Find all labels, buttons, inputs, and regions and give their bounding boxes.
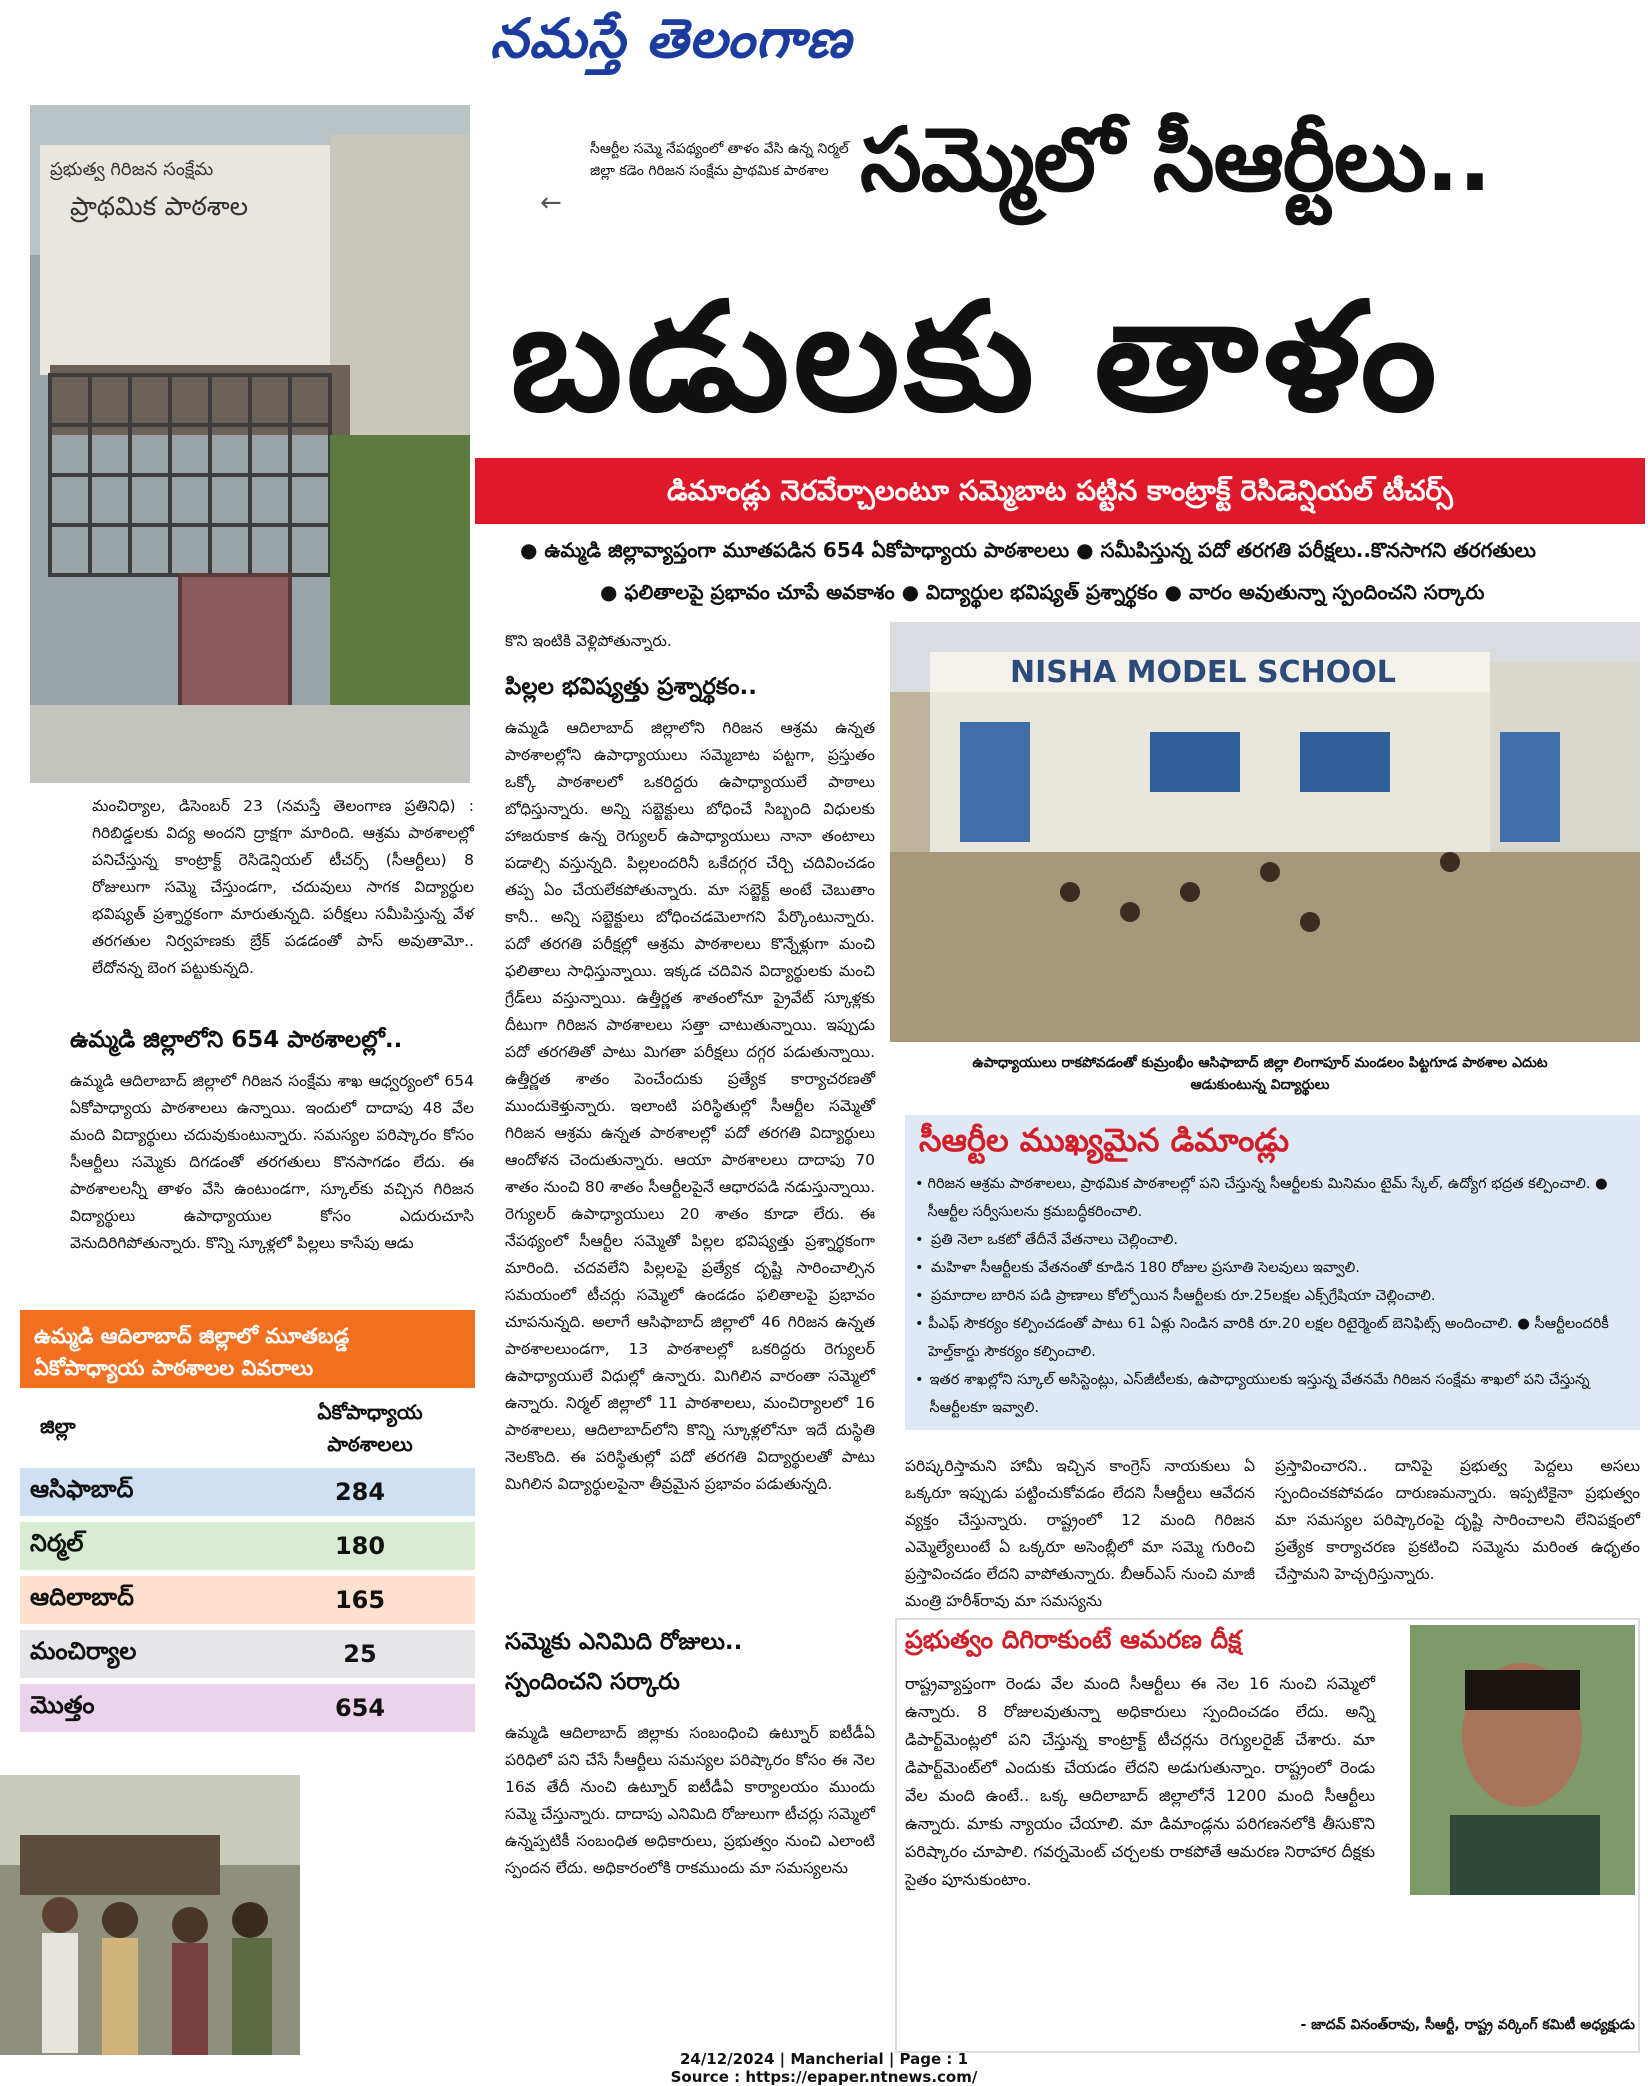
table-header-row: [20, 1388, 475, 1468]
sign-text-line2: ప్రాథమిక పాఠశాల: [70, 192, 249, 222]
table-cell-district: మంచిర్యాల: [30, 1637, 137, 1665]
footer-source-line: Source : https://epaper.ntnews.com/: [670, 2068, 978, 2086]
headline-line1: సమ్మెలో సీఆర్టీలు..: [860, 108, 1491, 211]
protest-image: [0, 1775, 300, 2055]
table-cell-count: 284: [334, 1478, 386, 1506]
demand-item: [915, 1366, 1630, 1422]
col2-subhead1: పిల్లల భవిష్యత్తు ప్రశ్నార్థకం..: [505, 674, 757, 700]
person-photo: [1410, 1625, 1635, 1895]
table-cell-district: ఆదిలాబాద్: [30, 1583, 134, 1611]
demand-text: ప్రతి నెలా ఒకటో తేదీనే వేతనాలు చెల్లించాలి.: [931, 1232, 1179, 1248]
col3-text: పరిష్కరిస్తామని హామీ ఇచ్చిన కాంగ్రెస్ నాయకులు ఏ ఒక్కరూ ఇప్పుడు పట్టించుకోవడం లేదని సీఆర్టీలు ఆవేదన వ్యక్తం చేస్తున్నారు. రాష్ట్రంలో 12 మంది గిరిజన ఎమ్మెల్యేలుంటే ఏ ఒక్కరూ అసెంబ్లీలో మా సమ్మె గురించి ప్రస్తావించడం లేదని వాపోతున్నారు. బీఆర్ఎస్ నుంచి మాజీ మంత్రి హరీశ్‌రావు మా సమస్యను: [905, 1457, 1255, 1610]
bullet-icon: •: [915, 1176, 924, 1192]
col2-lead: కొని ఇంటికి వెళ్లిపోతున్నారు.: [505, 632, 672, 650]
students-photo-caption: ఉపాధ్యాయులు రాకపోవడంతో కుమ్రంభీం ఆసిఫాబాద్ జిల్లా లింగాపూర్ మండలం పిట్టగూడ పాఠశాల ఎదుట ఆడుకుంటున్న విద్యార్థులు: [972, 1055, 1548, 1093]
col2-text1: ఉమ్మడి ఆదిలాబాద్ జిల్లాలోని గిరిజన ఆశ్రమ ఉన్నత పాఠశాలల్లోని ఉపాధ్యాయులు సమ్మెబాట పట్టగా, ప్రస్తుతం ఒక్కో పాఠశాలలో ఒకరిద్దరు ఉపాధ్యాయులే పాఠాలు బోధిస్తున్నారు. అన్ని సబ్జెక్టులు బోధించే సిబ్బంది విధులకు హాజరుకాక ఉన్న రెగ్యులర్ ఉపాధ్యాయులు నానా తంటాలు పడాల్సి వస్తున్నది. పిల్లలందరినీ ఒకేదగ్గర చేర్చి చదివించడం తప్ప ఏం చేయలేకపోతున్నారు. మా సబ్జెక్ట్ అంటే చెబుతాం కానీ.. అన్ని సబ్జెక్టులు బోధించడమెలాగని పేర్కొంటున్నారు. పదో తరగతి పరీక్షల్లో ఆశ్రమ పాఠశాలలు కొన్నేళ్లుగా మంచి ఫలితాలు సాధిస్తున్నాయి. ఇక్కడ చదివిన విద్యార్థులకు మంచి గ్రేడ్‌లు వస్తున్నాయి. ఉత్తీర్ణత శాతంలోనూ ప్రైవేట్ స్కూళ్లకు దీటుగా గిరిజన పాఠశాలలు సత్తా చాటుతున్నాయి. ఇప్పుడు పదో తరగతితో పాటు మిగతా పరీక్షలు దగ్గర పడుతున్నాయి. ఉత్తీర్ణత శాతం పెంచేందుకు ప్రత్యేక కార్యాచరణతో ముందుకెళ్తున్నారు. ఇలాంటి పరిస్థితుల్లో సీఆర్టీల సమ్మెతో గిరిజన ఆశ్రమ ఉన్నత పాఠశాలల్లో పదో తరగతి విద్యార్థులు ఆందోళన చెందుతున్నారు. ఆయా పాఠశాలలు దాదాపు 70 శాతం నుంచి 80 శాతం సీఆర్టీలపైనే ఆధారపడి నడుస్తున్నాయి. రెగ్యులర్ ఉపాధ్యాయులు 20 శాతం కూడా లేరు. ఈ నేపథ్యంలో సీఆర్టీల సమ్మెతో పిల్లల భవిష్యత్తు ప్రశ్నార్థకంగా మారింది. చదవలేని పిల్లలపై ప్రత్యేక దృష్టి సారించాల్సిన సమయంలో టీచర్లు సమ్మెలో ఉండడం ఫలితాలపై ప్రభావం చూపనున్నది. అలాగే ఆసిఫాబాద్ జిల్లాలో 46 గిరిజన ఉన్నత పాఠశాలలుండగా, 13 పాఠశాలల్లో ఒకరిద్దరు రెగ్యులర్ ఉపాధ్యాయులే విధుల్లో ఉన్నారు. మిగిలిన వారంతా సమ్మెలో ఉన్నారు. నిర్మల్ జిల్లాలో 11 పాఠశాలలు, మంచిర్యాలలో 16 పాఠశాలలు, ఆదిలాబాద్‌లోని కొన్ని స్కూళ్లలోనూ ఇదే దుస్థితి నెలకొంది. ఈ పరిస్థితుల్లో పదో తరగతి విద్యార్థులతో పాటు మిగిలిన విద్యార్థులపైనా తీవ్రమైన ప్రభావం పడుతున్నది.: [505, 719, 875, 1493]
table-cell-count: 165: [334, 1586, 386, 1614]
footer-date-line: 24/12/2024 | Mancherial | Page : 1: [679, 2050, 969, 2068]
table-col-count: ఏకోపాధ్యాయ పాఠశాలలు: [317, 1400, 423, 1456]
col2-subhead2b: స్పందించని సర్కారు: [505, 1669, 680, 1695]
col4-text: ప్రస్తావించారని.. దానిపై ప్రభుత్వ పెద్దలు అసలు స్పందించకపోవడం దారుణమన్నారు. ఇప్పటికైనా ప్రభుత్వం మా సమస్యల పరిష్కారంపై దృష్టి సారించాలని లేనిపక్షంలో ప్రత్యేక కార్యాచరణ ప్రకటించి సమ్మెను మరింత ఉధృతం చేస్తామని హెచ్చరిస్తున్నారు.: [1275, 1457, 1640, 1583]
students-image: [890, 622, 1640, 1042]
highlights-row2: ● ఫలితాలపై ప్రభావం చూపే అవకాశం ● విద్యార్థుల భవిష్యత్ ప్రశ్నార్థకం ● వారం అవుతున్నా స్పందించని సర్కారు: [600, 580, 1485, 604]
school-photo-top: [30, 105, 470, 783]
demand-text: గిరిజన ఆశ్రమ పాఠశాలలు, ప్రాథమిక పాఠశాలల్లో పని చేస్తున్న సీఆర్టీలకు మినిమం టైమ్ స్కేల్, ఉద్యోగ భద్రత కల్పించాలి. ● సీఆర్టీల సర్వీసులను క్రమబద్ధీకరించాలి.: [927, 1176, 1608, 1220]
table-cell-count: 654: [334, 1694, 386, 1722]
table-cell-district: ఆసిఫాబాద్: [30, 1475, 134, 1503]
top-photo-caption: సీఆర్టీల సమ్మె నేపథ్యంలో తాళం వేసి ఉన్న నిర్మల్ జిల్లా కడెం గిరిజన సంక్షేమ ప్రాథమిక పాఠశాల: [590, 141, 849, 179]
sign-text-line1: ప్రభుత్వ గిరిజన సంక్షేమ: [50, 159, 214, 180]
demand-text: పీఎఫ్ సౌకర్యం కల్పించడంతో పాటు 61 ఏళ్లు నిండిన వారికి రూ.20 లక్షల రిటైర్మెంట్ బెనిఫిట్స్ అందించాలి. ● సీఆర్టీలందరికీ హెల్త్‌కార్డు సౌకర్యం కల్పించాలి.: [928, 1316, 1609, 1360]
col1-intro: మంచిర్యాల, డిసెంబర్ 23 (నమస్తే తెలంగాణ ప్రతినిధి) : గిరిబిడ్డలకు విద్య అందని ద్రాక్షగా మారింది. ఆశ్రమ పాఠశాలల్లో పనిచేస్తున్న కాంట్రాక్ట్ రెసిడెన్షియల్ టీచర్స్ (సీఆర్టీలు) 8 రోజులుగా సమ్మె చేస్తుండగా, చదువులు సాగక విద్యార్థుల భవిష్యత్ ప్రశ్నార్థకంగా మారుతున్నది. పరీక్షలు సమీపిస్తున్న వేళ తరగతుల నిర్వహణకు బ్రేక్ పడడంతో పాస్ అవుతామో.. లేదోనన్న బెంగ పట్టుకున్నది.: [92, 797, 474, 977]
students-photo: [890, 622, 1640, 1042]
bullet-icon: •: [915, 1260, 924, 1276]
demands-title: సీఆర్టీల ముఖ్యమైన డిమాండ్లు: [919, 1121, 1290, 1159]
person-image: [1410, 1625, 1635, 1895]
table-cell-district: నిర్మల్: [30, 1529, 84, 1557]
bullet-icon: •: [915, 1316, 924, 1332]
col1-text: ఉమ్మడి ఆదిలాబాద్ జిల్లాలో గిరిజన సంక్షేమ శాఖ ఆధ్వర్యంలో 654 ఏకోపాధ్యాయ పాఠశాలలు ఉన్నాయి. ఇందులో దాదాపు 48 వేల మంది విద్యార్థులు చదువుకుంటున్నారు. సమస్యల పరిష్కారం కోసం సీఆర్టీలు సమ్మెకు దిగడంతో తరగతులు కొనసాగడం లేదు. ఈ పాఠశాలలన్నీ తాళం వేసి ఉంటుండగా, స్కూల్‌కు వచ్చిన గిరిజన విద్యార్థులు ఉపాధ్యాయుల కోసం ఎదురుచూసి వెనుదిరిగిపోతున్నారు. కొన్ని స్కూళ్లలో పిల్లలు కాసేపు ఆడు: [70, 1072, 474, 1252]
table-cell-district: మొత్తం: [30, 1691, 95, 1719]
bullet-icon: •: [915, 1288, 924, 1304]
table-title: ఉమ్మడి ఆదిలాబాద్ జిల్లాలో మూతబడ్డ ఏకోపాధ్యాయ పాఠశాలల వివరాలు: [20, 1310, 475, 1388]
col1-subhead: ఉమ్మడి జిల్లాలోని 654 పాఠశాలల్లో..: [70, 1027, 403, 1053]
demand-text: మహిళా సీఆర్టీలకు వేతనంతో కూడిన 180 రోజుల ప్రసూతి సెలవులు ఇవ్వాలి.: [931, 1260, 1360, 1276]
highlights-row1: ● ఉమ్మడి జిల్లావ్యాప్తంగా మూతపడిన 654 ఏకోపాధ్యాయ పాఠశాలలు ● సమీపిస్తున్న పదో తరగతి పరీక్షలు..కొనసాగని తరగతులు: [520, 538, 1536, 562]
demand-item: [915, 1170, 1630, 1226]
col2-text2: ఉమ్మడి ఆదిలాబాద్ జిల్లాకు సంబంధించి ఉట్నూర్ ఐటీడీఏ పరిధిలో పని చేసే సీఆర్టీలు సమస్యల పరిష్కారం కోసం ఈ నెల 16వ తేదీ నుంచి ఉట్నూర్ ఐటీడీఏ కార్యాలయం ముందు సమ్మె చేస్తున్నారు. దాదాపు ఎనిమిది రోజులుగా టీచర్లు సమ్మెలో ఉన్నప్పటికీ సంబంధిత అధికారులు, ప్రభుత్వం నుంచి ఎలాంటి స్పందన లేదు. అధికారంలోకి రాకముందు మా సమస్యలను: [505, 1724, 875, 1877]
demand-text: ప్రమాదాల బారిన పడి ప్రాణాలు కోల్పోయిన సీఆర్టీలకు రూ.25లక్షల ఎక్స్‌గ్రేషియా చెల్లించాలి.: [931, 1288, 1436, 1304]
quote-attribution: - జాదవ్ వినంత్‌రావు, సీఆర్టీ, రాష్ట్ర వర్కింగ్ కమిటీ అధ్యక్షుడు: [1300, 2017, 1635, 2033]
demand-item: [915, 1254, 1630, 1282]
headline-line2: బడులకు తాళం: [510, 271, 1441, 445]
quote-title: ప్రభుత్వం దిగిరాకుంటే ఆమరణ దీక్ష: [905, 1625, 1242, 1654]
table-row: [20, 1684, 475, 1732]
col2-subhead2a: సమ్మెకు ఎనిమిది రోజులు..: [505, 1629, 743, 1655]
table-row: [20, 1522, 475, 1570]
demand-text: ఇతర శాఖల్లోని స్కూల్ అసిస్టెంట్లు, ఎస్‌జీటీలకు, ఉపాధ్యాయులకు ఇస్తున్న వేతనమే గిరిజన సంక్షేమ శాఖలో పని చేస్తున్న సీఆర్టీలకూ ఇవ్వాలి.: [929, 1372, 1590, 1416]
school-sign-text: NISHA MODEL SCHOOL: [1010, 655, 1396, 690]
arrow-icon: ←: [540, 188, 562, 218]
protest-photo: [0, 1775, 300, 2055]
quote-text: రాష్ట్రవ్యాప్తంగా రెండు వేల మంది సీఆర్టీలు ఈ నెల 16 నుంచి సమ్మెలో ఉన్నారు. 8 రోజులవుతున్నా అధికారులు స్పందించడం లేదు. అన్ని డిపార్ట్‌మెంట్లలో పని చేస్తున్న కాంట్రాక్ట్ టీచర్లను రెగ్యులరైజ్ చేశారు. మా డిపార్ట్‌మెంట్‌లో ఎందుకు చేయడం లేదని అడుగుతున్నాం. రాష్ట్రంలో రెండు వేల మంది ఉంటే.. ఒక్క ఆదిలాబాద్ జిల్లాలోనే 1200 మంది సీఆర్టీలు ఉన్నారు. మాకు న్యాయం చేయాలి. మా డిమాండ్లను పరిగణనలోకి తీసుకొని పరిష్కారం చూపాలి. గవర్నమెంట్ చర్చలకు రాకపోతే ఆమరణ నిరాహార దీక్షకు సైతం పూనుకుంటాం.: [905, 1674, 1375, 1889]
table-cell-count: 180: [334, 1532, 386, 1560]
demands-list: [915, 1170, 1630, 1422]
footer: [0, 2050, 1648, 2086]
masthead: నమస్తే తెలంగాణ: [490, 6, 852, 70]
table-cell-count: 25: [343, 1640, 377, 1668]
demand-item: [915, 1310, 1630, 1366]
table-rows: [20, 1468, 475, 1732]
table-row: [20, 1576, 475, 1624]
red-subheading-bar: డిమాండ్లు నెరవేర్చాలంటూ సమ్మెబాట పట్టిన కాంట్రాక్ట్ రెసిడెన్షియల్ టీచర్స్: [475, 458, 1645, 524]
bullet-icon: •: [915, 1232, 924, 1248]
bullet-icon: •: [915, 1372, 924, 1388]
district-table: [20, 1310, 475, 1750]
table-row: [20, 1468, 475, 1516]
demand-item: [915, 1282, 1630, 1310]
table-col-district: జిల్లా: [40, 1413, 76, 1438]
school-building-image: [30, 105, 470, 783]
table-row: [20, 1630, 475, 1678]
demand-item: [915, 1226, 1630, 1254]
